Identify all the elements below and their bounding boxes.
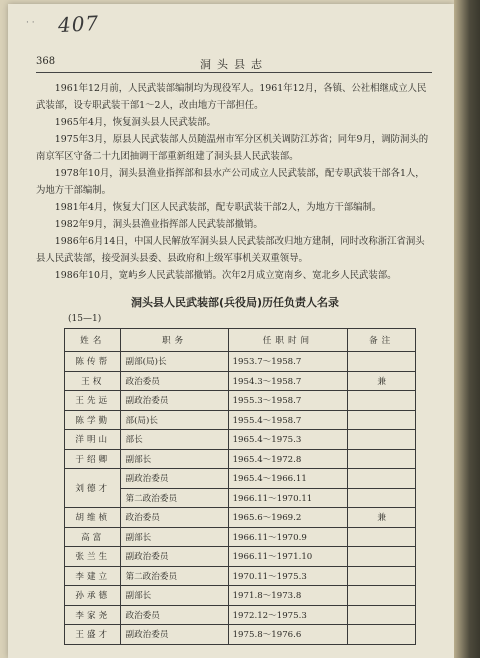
cell-note: 兼: [348, 508, 416, 528]
cell-note: [348, 410, 416, 430]
paragraph: 1982年9月，洞头县渔业指挥部人民武装部撤销。: [54, 219, 263, 230]
cell-note: [348, 488, 416, 508]
cell-term: 1975.8～1976.6: [228, 625, 348, 645]
cell-post: 第二政治委员: [121, 488, 228, 508]
table-row: [65, 586, 416, 606]
paragraph: 1975年3月，原县人民武装部人员随温州市军分区机关调防江苏省；同年9月，调防洞头的南京军区守备二十九团抽调干部重新组建了洞头县人民武装部。: [36, 134, 429, 162]
cell-note: [348, 469, 416, 489]
table-label: (15—1): [68, 314, 102, 324]
paragraph: 1961年12月前，人民武装部编制均为现役军人。1961年12月，各镇、公社相继成立人民武装部，设专职武装干部1～2人，改由地方干部担任。: [36, 83, 427, 111]
cell-note: [348, 566, 416, 586]
cell-term: 1965.4～1966.11: [228, 469, 348, 489]
cell-name: 孙承德: [65, 586, 121, 606]
corner-mark: · ·: [26, 18, 35, 28]
page-header: [36, 56, 432, 72]
cell-name: 胡维桢: [65, 508, 121, 528]
cell-post: 政治委员: [121, 605, 228, 625]
cell-term: 1965.6～1969.2: [228, 508, 348, 528]
cell-name: 刘德才: [65, 469, 121, 508]
paragraph: 1986年6月14日，中国人民解放军洞头县人民武装部改归地方建制，同时改称浙江省洞头县人民武装部，接受洞头县委、县政府和上级军事机关双重领导。: [36, 236, 425, 264]
cell-name: 王权: [65, 371, 121, 391]
cell-name: 张兰生: [65, 547, 121, 567]
cell-term: 1955.3～1958.7: [228, 391, 348, 411]
cell-note: [348, 449, 416, 469]
cell-name: 王盛才: [65, 625, 121, 645]
cell-term: 1965.4～1975.3: [228, 430, 348, 450]
body-text: [36, 80, 434, 284]
paragraph: 1978年10月，洞头县渔业指挥部和县水产公司成立人民武装部，配专职武装干部各1人，为地方干部编制。: [36, 168, 425, 196]
cell-note: [348, 391, 416, 411]
header-post: 职务: [121, 329, 228, 352]
cell-post: 政治委员: [121, 371, 228, 391]
cell-term: 1966.11～1971.10: [228, 547, 348, 567]
cell-note: [348, 352, 416, 372]
cell-name: 洋明山: [65, 430, 121, 450]
cell-note: [348, 625, 416, 645]
cell-post: 第二政治委员: [121, 566, 228, 586]
table-row: [65, 605, 416, 625]
cell-name: 陈传帮: [65, 352, 121, 372]
table-row: [65, 410, 416, 430]
book-spine: [454, 0, 480, 658]
cell-name: 李家尧: [65, 605, 121, 625]
cell-post: 部(局)长: [121, 410, 228, 430]
header-term: 任职时间: [228, 329, 348, 352]
cell-name: 李建立: [65, 566, 121, 586]
cell-name: 陈学勤: [65, 410, 121, 430]
cell-term: 1966.11～1970.11: [228, 488, 348, 508]
cell-post: 副部(局)长: [121, 352, 228, 372]
cell-term: 1953.7～1958.7: [228, 352, 348, 372]
leaders-table: [64, 328, 416, 645]
table-row: [65, 508, 416, 528]
table-row: [65, 391, 416, 411]
cell-post: 副部长: [121, 449, 228, 469]
page-number: 368: [36, 56, 56, 67]
running-title: 洞头县志: [200, 58, 268, 71]
cell-post: 部长: [121, 430, 228, 450]
cell-post: 副政治委员: [121, 469, 228, 489]
table-row: [65, 449, 416, 469]
cell-term: 1971.8～1973.8: [228, 586, 348, 606]
cell-post: 副政治委员: [121, 625, 228, 645]
cell-term: 1970.11～1975.3: [228, 566, 348, 586]
cell-name: 于绍卿: [65, 449, 121, 469]
paragraph: 1965年4月，恢复洞头县人民武装部。: [54, 117, 216, 128]
cell-post: 政治委员: [121, 508, 228, 528]
cell-term: 1972.12～1975.3: [228, 605, 348, 625]
table-title: 洞头县人民武装部(兵役局)历任负责人名录: [130, 296, 340, 309]
header-note: 备注: [348, 329, 416, 352]
cell-term: 1966.11～1970.9: [228, 527, 348, 547]
table-row: [65, 625, 416, 645]
cell-term: 1955.4～1958.7: [228, 410, 348, 430]
cell-post: 副部长: [121, 527, 228, 547]
table-row: [65, 527, 416, 547]
table-row: [65, 566, 416, 586]
cell-note: [348, 586, 416, 606]
cell-post: 副部长: [121, 586, 228, 606]
cell-note: [348, 605, 416, 625]
table-row: [65, 352, 416, 372]
cell-note: [348, 527, 416, 547]
table-row: [65, 430, 416, 450]
cell-name: 王先远: [65, 391, 121, 411]
cell-note: 兼: [348, 371, 416, 391]
table-row: [65, 371, 416, 391]
header-name: 姓名: [65, 329, 121, 352]
cell-term: 1965.4～1972.8: [228, 449, 348, 469]
table-header-row: [65, 329, 416, 352]
cell-post: 副政治委员: [121, 547, 228, 567]
table-row: [65, 547, 416, 567]
cell-note: [348, 430, 416, 450]
paragraph: 1981年4月，恢复大门区人民武装部，配专职武装干部2人，为地方干部编制。: [54, 202, 382, 213]
header-rule: [36, 72, 432, 73]
cell-post: 副政治委员: [121, 391, 228, 411]
cell-term: 1954.3～1958.7: [228, 371, 348, 391]
paragraph: 1986年10月，宽屿乡人民武装部撤销。次年2月成立宽南乡、宽北乡人民武装部。: [54, 270, 397, 281]
cell-note: [348, 547, 416, 567]
table-row: [65, 469, 416, 489]
cell-name: 高富: [65, 527, 121, 547]
handwritten-page-mark: 407: [57, 10, 100, 38]
